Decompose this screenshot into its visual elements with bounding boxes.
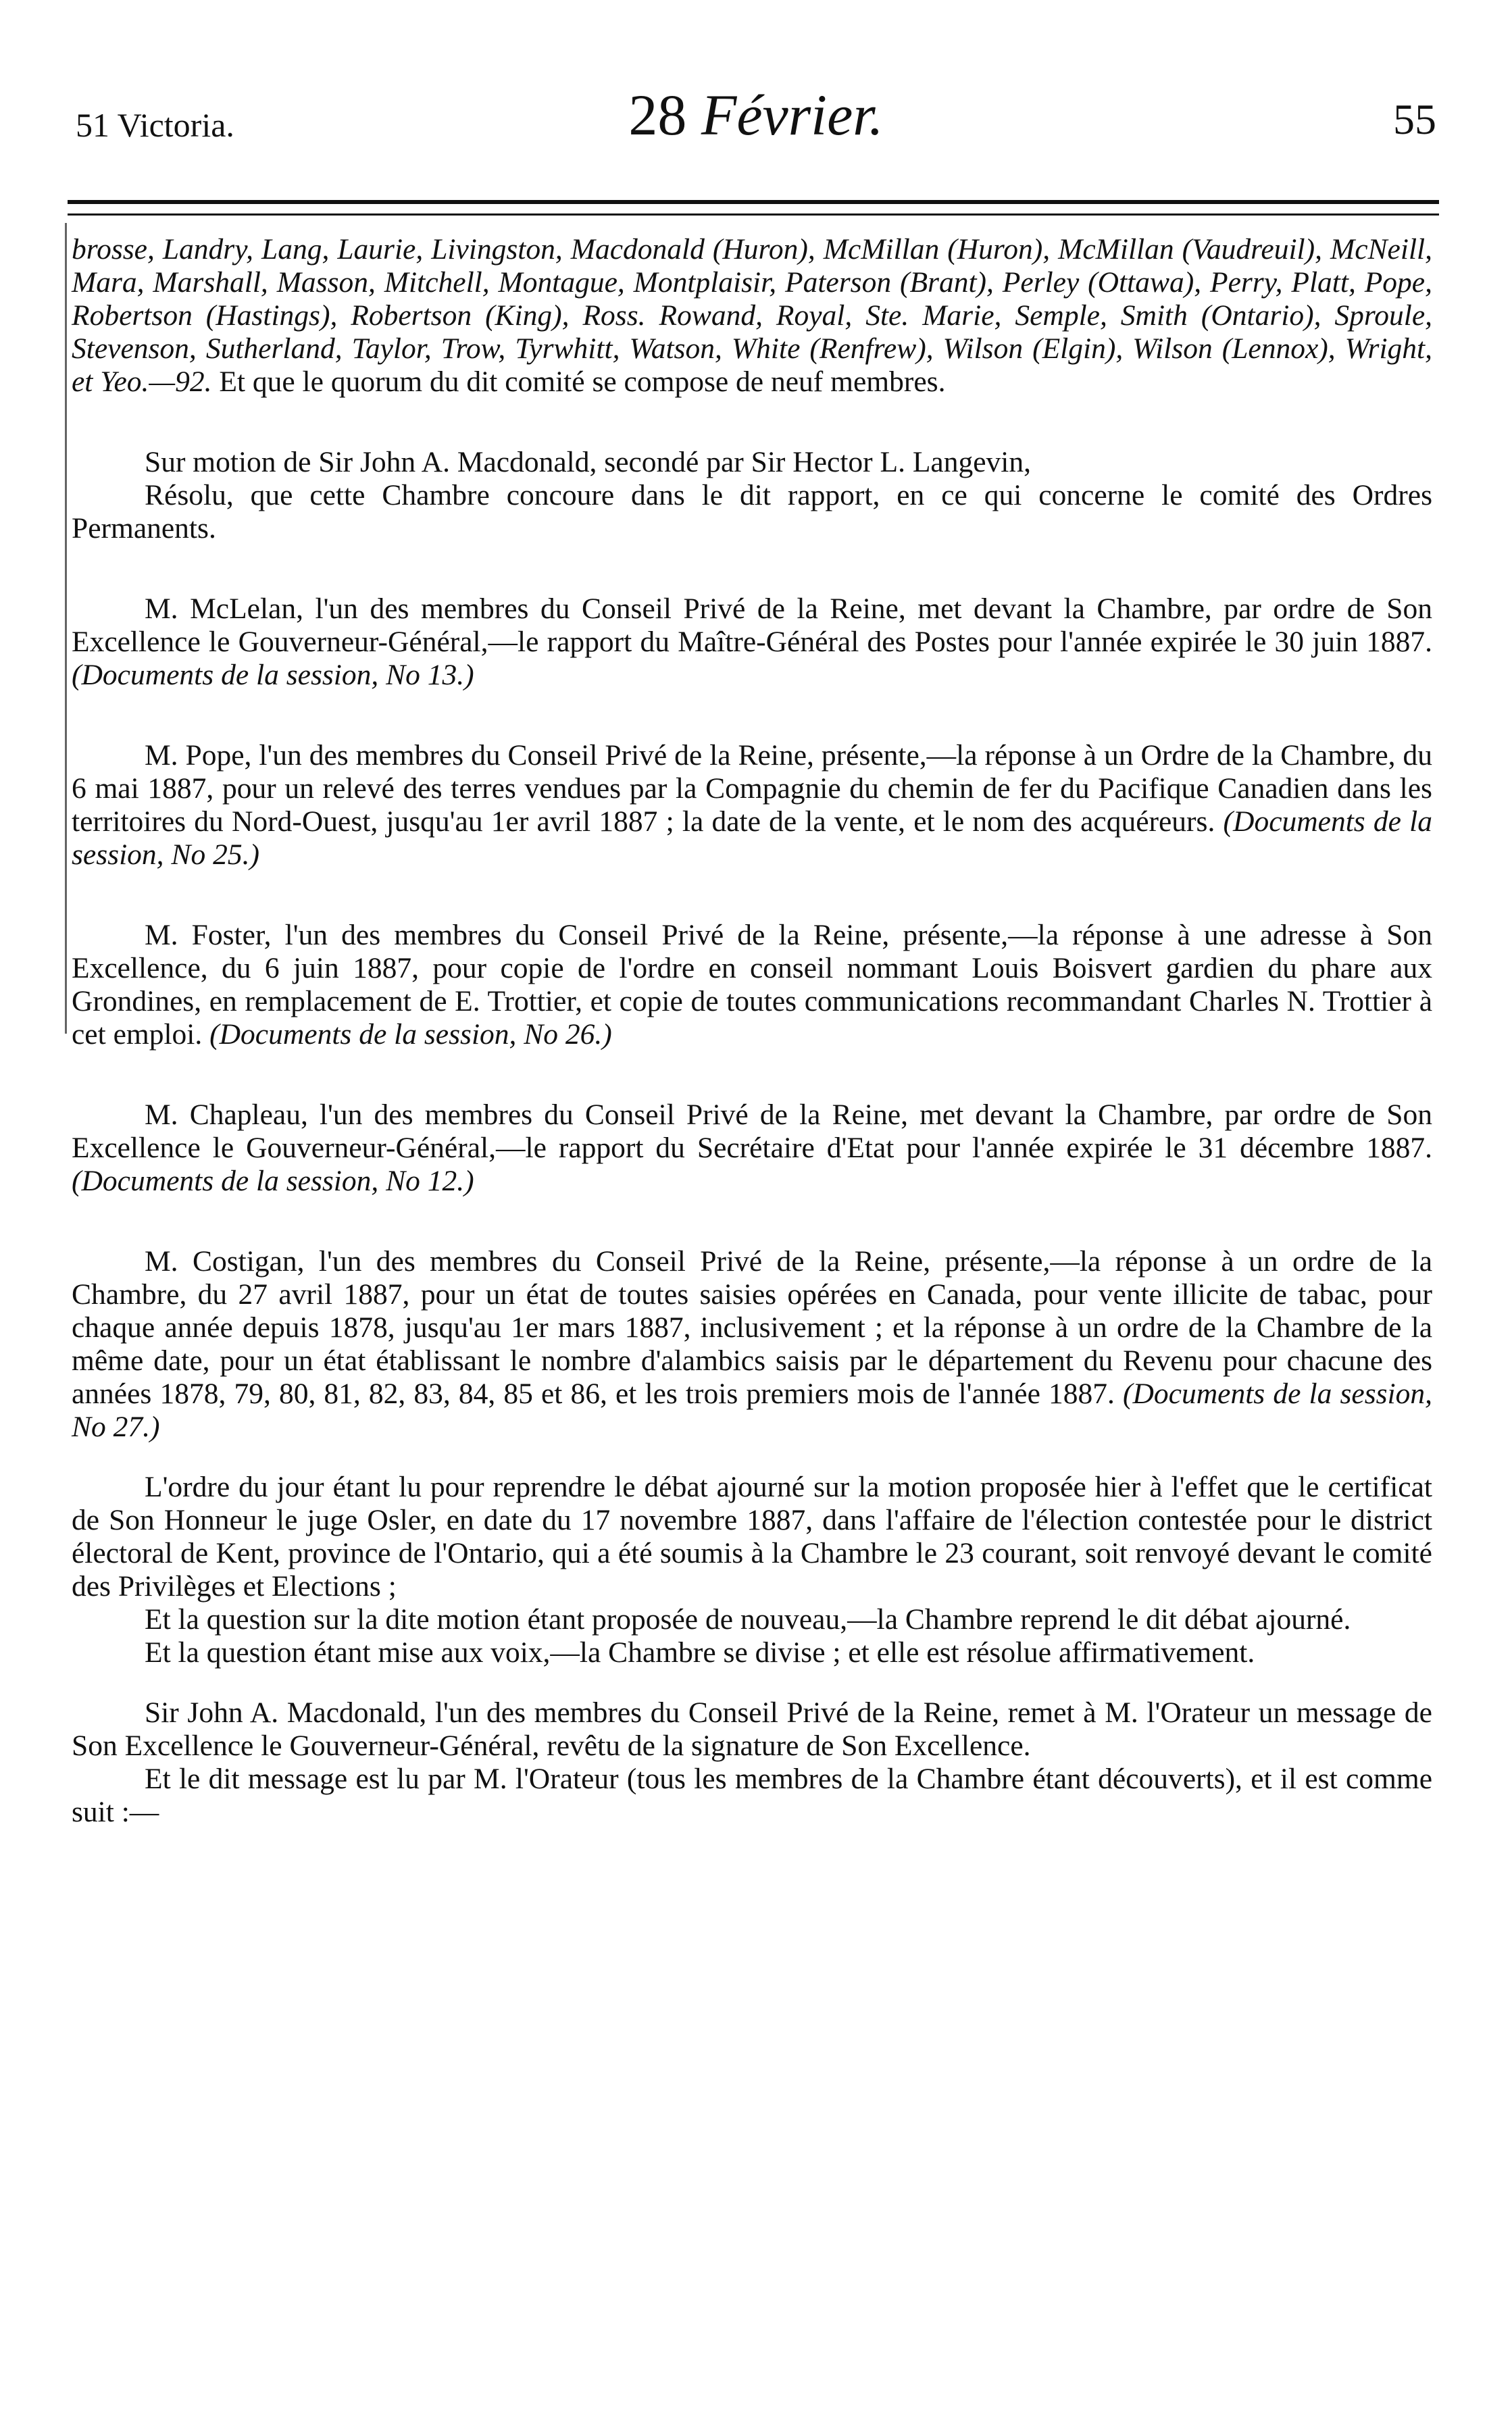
costigan-paragraph xyxy=(72,1245,1432,1444)
page-header xyxy=(76,81,1436,176)
message-read-paragraph: Et le dit message est lu par M. l'Orateur (tous les membres de la Chambre étant découverts), et il est comme suit :— xyxy=(72,1763,1432,1828)
costigan-text: M. Costigan, l'un des membres du Conseil Privé de la Reine, présente,—la réponse à un ordre de la Chambre, du 27 avril 1887, pour un état de toutes saisies opérées en Canada, pour vente illicite de tabac, pour chaque année depuis 1878, jusqu'au 1er mars 1887, inclusivement ; et la réponse à un ordre de la Chambre de la même date, pour un état établissant le nombre d'alambics saisis par le département du Revenu pour chacune des années 1878, 79, 80, 81, 82, 83, 84, 85 et 86, et les trois premiers mois de l'année 1887. xyxy=(72,1245,1432,1410)
foster-text: M. Foster, l'un des membres du Conseil Privé de la Reine, présente,—la réponse à une adresse à Son Excellence, du 6 juin 1887, pour copie de l'ordre en conseil nommant Louis Boisvert gardien du phare aux Grondines, en remplacement de E. Trottier, et copie de toutes communications recommandant Charles N. Trottier à cet emploi. xyxy=(72,919,1432,1051)
costigan-reference: (Documents de la session, No 27.) xyxy=(72,1378,1433,1443)
motion-paragraph: Sur motion de Sir John A. Macdonald, secondé par Sir Hector L. Langevin, xyxy=(145,446,1031,478)
mclelan-reference: (Documents de la session, No 13.) xyxy=(72,659,474,691)
message-delivery-paragraph: Sir John A. Macdonald, l'un des membres du Conseil Privé de la Reine, remet à M. l'Orateur un message de Son Excellence le Gouverneur-Général, revêtu de la signature de Son Excellence. xyxy=(72,1696,1432,1762)
member-names: brosse, Landry, Lang, Laurie, Livingston, Macdonald (Huron), McMillan (Huron), McMillan (Vaudreuil), McNeill, Mara, Marshall, Masson, Mitchell, Montague, Montplaisir, Paterson (Brant), Perley (Ottawa), Perry, Platt, Pope, Robertson (Hastings), Robertson (King), Ross. Rowand, Royal, Ste. Marie, Semple, Smith (Ontario), Sproule, Stevenson, Sutherland, Taylor, Trow, Tyrwhitt, Watson, White (Renfrew), Wilson (Elgin), Wilson (Lennox), Wright, et Yeo.—92. xyxy=(72,233,1432,398)
header-rule-thin xyxy=(68,213,1439,216)
member-list-paragraph xyxy=(72,233,1432,399)
mclelan-paragraph xyxy=(72,593,1432,692)
page-date xyxy=(76,81,1436,149)
pope-text: M. Pope, l'un des membres du Conseil Privé de la Reine, présente,—la réponse à un Ordre de la Chambre, du 6 mai 1887, pour un relevé des terres vendues par la Compagnie du chemin de fer du Pacifique Canadien dans les territoires du Nord-Ouest, jusqu'au 1er avril 1887 ; la date de la vente, et le nom des acquéreurs. xyxy=(72,739,1432,838)
quorum-text: Et que le quorum du dit comité se compose de neuf membres. xyxy=(211,365,946,398)
date-day: 28 xyxy=(628,82,687,147)
pope-reference: (Documents de la session, No 25.) xyxy=(72,805,1433,871)
order-of-day-paragraph: L'ordre du jour étant lu pour reprendre le débat ajourné sur la motion proposée hier à l'effet que le certificat de Son Honneur le juge Osler, en date du 17 novembre 1887, dans l'affaire de l'élection contestée pour le district électoral de Kent, province de l'Ontario, qui a été soumis à la Chambre le 23 courant, soit renvoyé devant le comité des Privilèges et Elections ; xyxy=(72,1471,1432,1603)
reign-year: 51 Victoria. xyxy=(76,106,234,144)
question-proposed-paragraph: Et la question sur la dite motion étant proposée de nouveau,—la Chambre reprend le dit débat ajourné. xyxy=(145,1603,1351,1636)
header-rule-thick xyxy=(68,200,1439,204)
chapleau-reference: (Documents de la session, No 12.) xyxy=(72,1165,474,1197)
division-paragraph: Et la question étant mise aux voix,—la Chambre se divise ; et elle est résolue affirmativement. xyxy=(145,1636,1255,1669)
chapleau-text: M. Chapleau, l'un des membres du Conseil Privé de la Reine, met devant la Chambre, par ordre de Son Excellence le Gouverneur-Général,—le rapport du Secrétaire d'Etat pour l'année expirée le 31 décembre 1887. xyxy=(72,1099,1432,1164)
page-number: 55 xyxy=(1393,95,1436,143)
chapleau-paragraph xyxy=(72,1099,1432,1198)
mclelan-text: M. McLelan, l'un des membres du Conseil Privé de la Reine, met devant la Chambre, par ordre de Son Excellence le Gouverneur-Général,—le rapport du Maître-Général des Postes pour l'année expirée le 30 juin 1887. xyxy=(72,593,1432,658)
foster-reference: (Documents de la session, No 26.) xyxy=(209,1018,612,1051)
resolution-paragraph: Résolu, que cette Chambre concoure dans le dit rapport, en ce qui concerne le comité des Ordres Permanents. xyxy=(72,479,1432,545)
margin-line xyxy=(65,223,67,1034)
page-body xyxy=(72,233,1432,1829)
foster-paragraph xyxy=(72,919,1432,1051)
date-month: Février. xyxy=(701,82,884,147)
pope-paragraph xyxy=(72,739,1432,872)
